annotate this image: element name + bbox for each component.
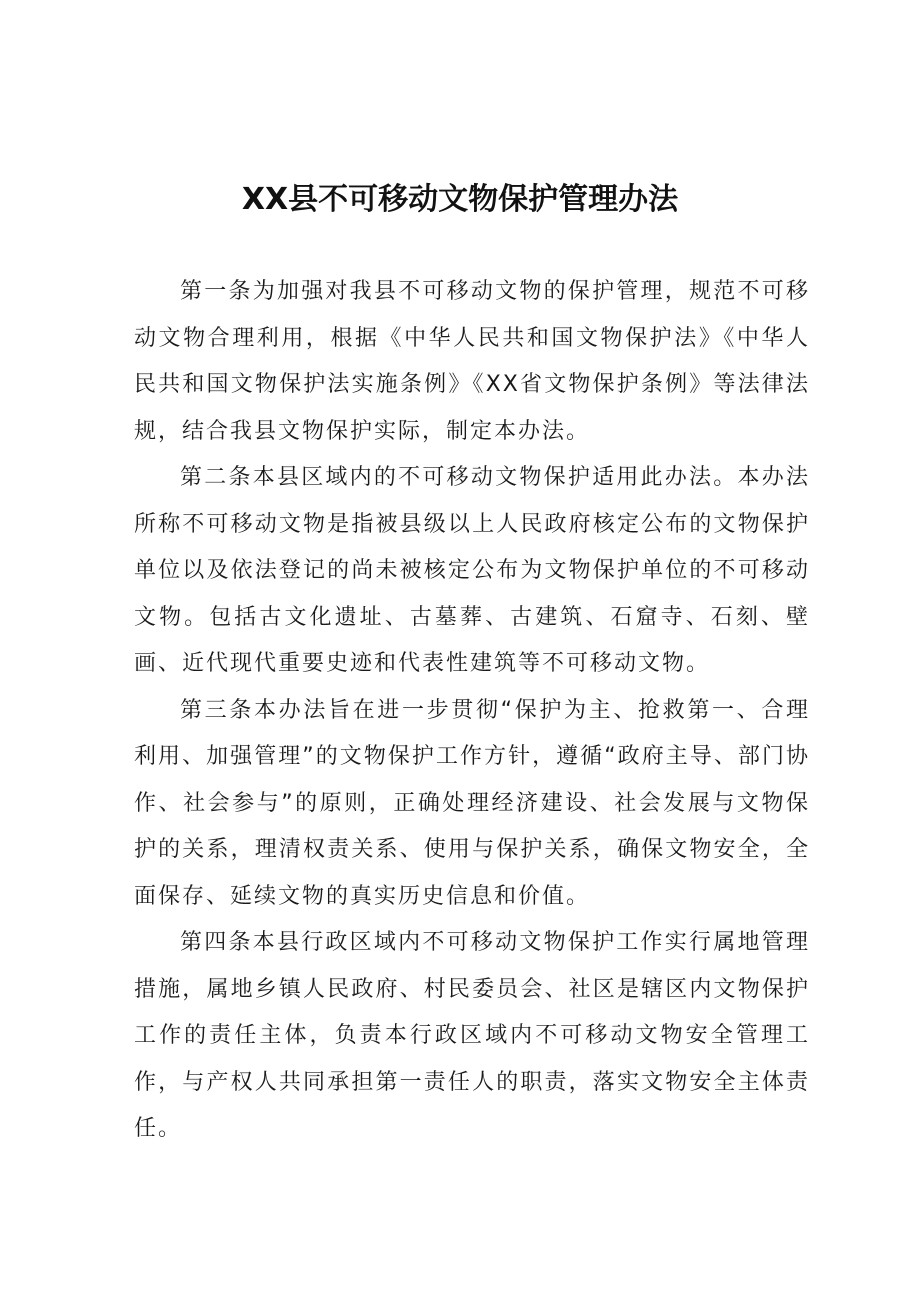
document-title: XX县不可移动文物保护管理办法	[241, 182, 679, 217]
article-2-paragraph: 第二条本县区域内的不可移动文物保护适用此办法。本办法所称不可移动文物是指被县级以上人民政府核定公布的文物保护单位以及依法登记的尚未被核定公布为文物保护单位的不可移动文物。包括古文化遗址、古墓葬、古建筑、石窟寺、石刻、壁画、近代现代重要史迹和代表性建筑等不可移动文物。	[134, 465, 810, 676]
article-1-paragraph: 第一条为加强对我县不可移动文物的保护管理，规范不可移动文物合理利用，根据《中华人民共和国文物保护法》《中华人民共和国文物保护法实施条例》《XX省文物保护条例》等法律法规，结合我县文物保护实际，制定本办法。	[134, 279, 810, 444]
article-4-paragraph: 第四条本县行政区域内不可移动文物保护工作实行属地管理措施，属地乡镇人民政府、村民委员会、社区是辖区内文物保护工作的责任主体，负责本行政区域内不可移动文物安全管理工作，与产权人共同承担第一责任人的职责，落实文物安全主体责任。	[134, 930, 810, 1141]
article-3-paragraph: 第三条本办法旨在进一步贯彻“保护为主、抢救第一、合理利用、加强管理”的文物保护工作方针，遵循“政府主导、部门协作、社会参与”的原则，正确处理经济建设、社会发展与文物保护的关系，理清权责关系、使用与保护关系，确保文物安全，全面保存、延续文物的真实历史信息和价值。	[134, 697, 810, 909]
document-body	[134, 269, 810, 1153]
